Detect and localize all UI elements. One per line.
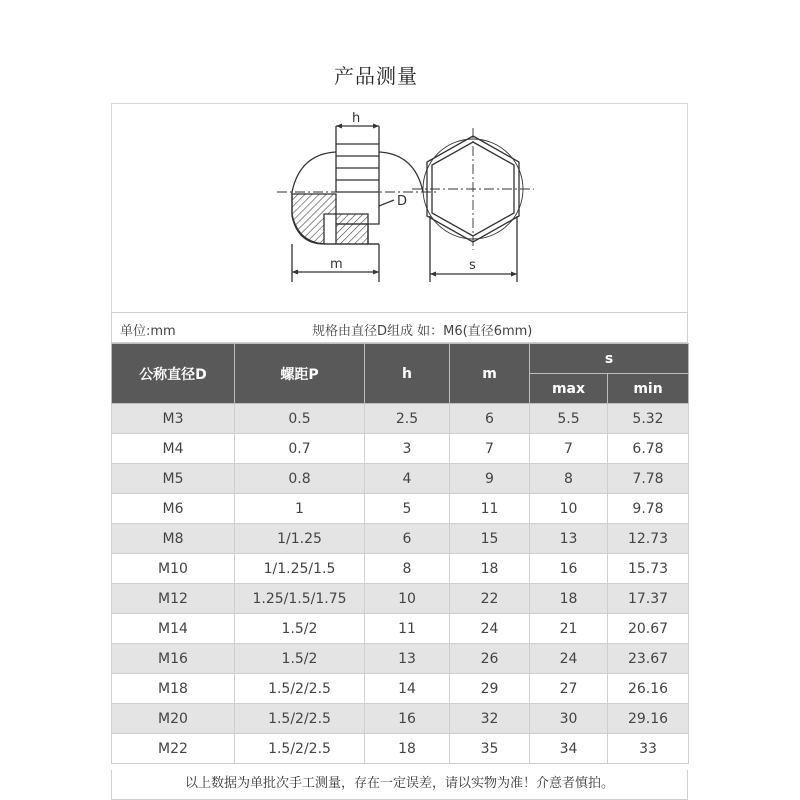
- cell-diameter: M5: [112, 464, 235, 494]
- cell-s-min: 20.67: [608, 614, 689, 644]
- cell-m: 6: [450, 404, 530, 434]
- cell-m: 9: [450, 464, 530, 494]
- header-s-max: max: [530, 374, 608, 404]
- cell-s-min: 17.37: [608, 584, 689, 614]
- cell-s-min: 23.67: [608, 644, 689, 674]
- header-pitch: 螺距P: [235, 344, 365, 404]
- cell-m: 29: [450, 674, 530, 704]
- table-row: [112, 674, 689, 704]
- cell-s-max: 8: [530, 464, 608, 494]
- cell-pitch: 1: [235, 494, 365, 524]
- cell-h: 10: [365, 584, 450, 614]
- cell-s-min: 5.32: [608, 404, 689, 434]
- cell-s-min: 29.16: [608, 704, 689, 734]
- label-h: h: [352, 111, 361, 126]
- side-view-drawing: [277, 124, 437, 283]
- header-diameter: 公称直径D: [112, 344, 235, 404]
- cell-diameter: M10: [112, 554, 235, 584]
- cell-pitch: 1.5/2/2.5: [235, 674, 365, 704]
- cell-s-max: 16: [530, 554, 608, 584]
- cell-s-max: 30: [530, 704, 608, 734]
- cell-m: 32: [450, 704, 530, 734]
- cell-pitch: 1.5/2: [235, 614, 365, 644]
- cell-s-min: 26.16: [608, 674, 689, 704]
- cell-m: 22: [450, 584, 530, 614]
- cell-s-max: 13: [530, 524, 608, 554]
- cell-h: 16: [365, 704, 450, 734]
- table-row: [112, 404, 689, 434]
- size-table: [111, 343, 689, 764]
- cell-pitch: 1.5/2: [235, 644, 365, 674]
- cell-s-min: 15.73: [608, 554, 689, 584]
- cell-s-max: 21: [530, 614, 608, 644]
- cell-s-max: 10: [530, 494, 608, 524]
- cell-s-max: 24: [530, 644, 608, 674]
- table-row: [112, 524, 689, 554]
- cell-m: 24: [450, 614, 530, 644]
- cell-diameter: M16: [112, 644, 235, 674]
- table-row: [112, 614, 689, 644]
- disclaimer-footer: 以上数据为单批次手工测量，存在一定误差，请以实物为准！介意者慎拍。: [111, 770, 688, 800]
- table-row: [112, 494, 689, 524]
- cell-pitch: 0.7: [235, 434, 365, 464]
- cell-h: 8: [365, 554, 450, 584]
- page-title: 产品测量: [334, 64, 418, 88]
- cell-s-max: 34: [530, 734, 608, 764]
- cell-h: 3: [365, 434, 450, 464]
- label-s: s: [469, 258, 476, 273]
- cell-diameter: M12: [112, 584, 235, 614]
- header-h: h: [365, 344, 450, 404]
- cell-diameter: M8: [112, 524, 235, 554]
- cell-pitch: 1.5/2/2.5: [235, 704, 365, 734]
- cell-s-max: 27: [530, 674, 608, 704]
- table-row: [112, 464, 689, 494]
- cell-s-min: 33: [608, 734, 689, 764]
- cell-pitch: 1.5/2/2.5: [235, 734, 365, 764]
- cell-m: 18: [450, 554, 530, 584]
- table-row: [112, 584, 689, 614]
- info-row: [111, 312, 688, 343]
- cell-diameter: M14: [112, 614, 235, 644]
- cell-s-max: 18: [530, 584, 608, 614]
- cell-s-min: 9.78: [608, 494, 689, 524]
- table-row: [112, 644, 689, 674]
- cell-s-min: 6.78: [608, 434, 689, 464]
- cell-h: 4: [365, 464, 450, 494]
- header-m: m: [450, 344, 530, 404]
- cap-nut-diagram: [112, 104, 689, 313]
- cell-pitch: 0.8: [235, 464, 365, 494]
- label-D: D: [397, 194, 408, 209]
- table-row: [112, 434, 689, 464]
- table-row: [112, 734, 689, 764]
- spec-note: 规格由直径D组成 如：M6(直径6mm): [312, 324, 533, 339]
- cell-h: 11: [365, 614, 450, 644]
- cell-diameter: M22: [112, 734, 235, 764]
- cell-diameter: M6: [112, 494, 235, 524]
- cell-pitch: 0.5: [235, 404, 365, 434]
- cell-h: 14: [365, 674, 450, 704]
- header-s-min: min: [608, 374, 689, 404]
- cell-m: 35: [450, 734, 530, 764]
- cell-pitch: 1/1.25/1.5: [235, 554, 365, 584]
- cell-h: 18: [365, 734, 450, 764]
- measurement-diagram-panel: [111, 103, 688, 312]
- cell-pitch: 1.25/1.5/1.75: [235, 584, 365, 614]
- cell-pitch: 1/1.25: [235, 524, 365, 554]
- cell-diameter: M4: [112, 434, 235, 464]
- cell-s-min: 12.73: [608, 524, 689, 554]
- cell-diameter: M18: [112, 674, 235, 704]
- cell-m: 15: [450, 524, 530, 554]
- cell-m: 11: [450, 494, 530, 524]
- label-m: m: [330, 257, 343, 272]
- header-s: s: [530, 344, 689, 374]
- cell-s-max: 5.5: [530, 404, 608, 434]
- cell-diameter: M20: [112, 704, 235, 734]
- table-body: [112, 404, 689, 764]
- cell-m: 26: [450, 644, 530, 674]
- unit-label: 单位:mm: [120, 324, 176, 339]
- cell-h: 6: [365, 524, 450, 554]
- table-row: [112, 554, 689, 584]
- cell-m: 7: [450, 434, 530, 464]
- table-row: [112, 704, 689, 734]
- cell-s-max: 7: [530, 434, 608, 464]
- cell-h: 5: [365, 494, 450, 524]
- cell-h: 13: [365, 644, 450, 674]
- cell-h: 2.5: [365, 404, 450, 434]
- cell-diameter: M3: [112, 404, 235, 434]
- cell-s-min: 7.78: [608, 464, 689, 494]
